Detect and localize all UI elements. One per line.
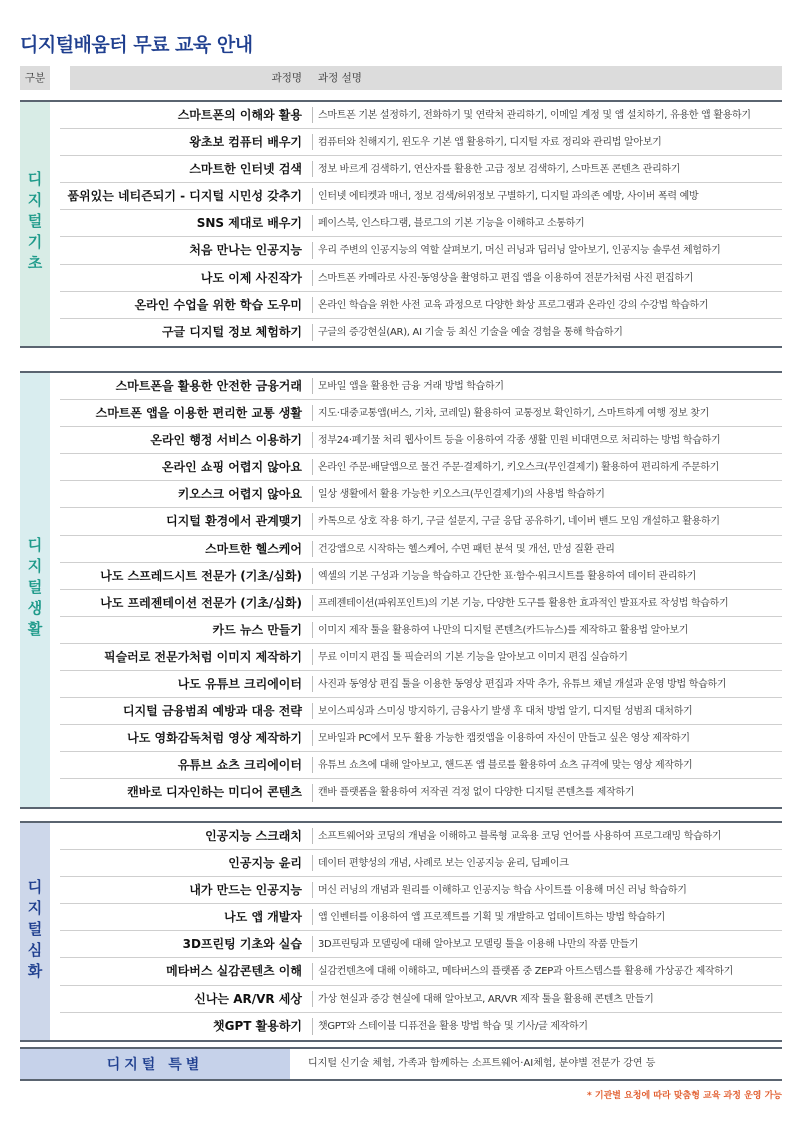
row-divider xyxy=(312,936,313,952)
course-description: 온라인 학습을 위한 사전 교육 과정으로 다양한 화상 프로그램과 온라인 강의 수강법 학습하기 xyxy=(318,299,709,311)
section-life xyxy=(20,371,782,809)
footnote: * 기관별 요청에 따라 맞춤형 교육 과정 운영 가능 xyxy=(587,1091,782,1101)
category-label-deep: 디지털심화 xyxy=(25,878,44,984)
rows-life xyxy=(60,373,782,807)
table-header xyxy=(20,66,782,90)
table-row xyxy=(60,644,782,671)
course-name: 구글 디지털 정보 체험하기 xyxy=(161,324,302,339)
course-name: 왕초보 컴퓨터 배우기 xyxy=(189,135,302,150)
course-name: 품위있는 네티즌되기 - 디지털 시민성 갖추기 xyxy=(67,189,302,204)
course-name: 나도 이제 사진작가 xyxy=(200,270,302,285)
course-description: 엑셀의 기본 구성과 기능을 학습하고 간단한 표·함수·워크시트를 활용하여 데이터 관리하기 xyxy=(318,570,696,582)
course-name: 온라인 행정 서비스 이용하기 xyxy=(150,433,302,448)
row-divider xyxy=(312,909,313,925)
course-description: 온라인 주문·배달앱으로 물건 주문·결제하기, 키오스크(무인결제기) 활용하여 편리하게 주문하기 xyxy=(318,462,720,474)
course-name: 스마트폰의 이해와 활용 xyxy=(177,108,302,122)
row-divider xyxy=(312,855,313,871)
table-row xyxy=(60,850,782,877)
category-label-life: 디지털생활 xyxy=(25,537,44,643)
row-divider xyxy=(312,405,313,421)
course-name: 챗GPT 활용하기 xyxy=(213,1018,302,1033)
row-divider xyxy=(312,676,313,692)
course-description: 유튜브 쇼츠에 대해 알아보고, 핸드폰 앱 블로를 활용하여 쇼츠 규격에 맞는 영상 제작하기 xyxy=(318,760,693,772)
course-description: 사진과 동영상 편집 툴을 이용한 동영상 편집과 자막 추가, 유튜브 채널 개설과 운영 방법 학습하기 xyxy=(318,679,727,691)
row-divider xyxy=(312,991,313,1007)
course-description: 머신 러닝의 개념과 원리를 이해하고 인공지능 학습 사이트를 이용해 머신 러닝 학습하기 xyxy=(318,885,687,897)
course-description: 실감컨텐츠에 대해 이해하고, 메타버스의 플랫폼 중 ZEP과 아트스텝스를 활용해 가상공간 제작하기 xyxy=(318,966,734,978)
course-description: 이미지 제작 툴을 활용하여 나만의 디지털 콘텐츠(카드뉴스)를 제작하고 활용법 알아보기 xyxy=(318,624,689,636)
course-description: 앱 인벤터를 이용하여 앱 프로젝트를 기획 및 개발하고 업데이트하는 방법 학습하기 xyxy=(318,912,666,924)
course-name: 신나는 AR/VR 세상 xyxy=(194,991,302,1006)
course-description: 모바일 앱을 활용한 금융 거래 방법 학습하기 xyxy=(318,381,504,392)
course-name: 메타버스 실감콘텐츠 이해 xyxy=(166,964,302,979)
table-row xyxy=(60,292,782,319)
rows-deep xyxy=(60,823,782,1040)
table-row xyxy=(60,265,782,292)
course-name: 나도 스프레드시트 전문가 (기초/심화) xyxy=(100,568,302,583)
section-deep xyxy=(20,821,782,1042)
course-name: 온라인 수업을 위한 학습 도우미 xyxy=(134,297,302,312)
table-row xyxy=(60,454,782,481)
row-divider xyxy=(312,513,313,529)
course-description: 소프트웨어와 코딩의 개념을 이해하고 블록형 교육용 코딩 언어를 사용하여 프로그래밍 학습하기 xyxy=(318,831,722,842)
course-description: 무료 이미지 편집 툴 픽슬러의 기본 기능을 알아보고 이미지 편집 실습하기 xyxy=(318,651,628,663)
row-divider xyxy=(312,730,313,746)
table-row xyxy=(60,725,782,752)
table-row xyxy=(60,210,782,237)
course-name: 3D프린팅 기초와 실습 xyxy=(182,937,302,952)
row-divider xyxy=(312,828,313,844)
table-row xyxy=(60,508,782,535)
course-name: 스마트한 인터넷 검색 xyxy=(189,162,302,177)
special-badge xyxy=(20,1049,290,1079)
category-band-deep xyxy=(20,823,50,1040)
table-row xyxy=(60,958,782,985)
table-row xyxy=(60,823,782,850)
row-divider xyxy=(312,784,313,801)
row-divider xyxy=(312,568,313,584)
course-name: 픽슬러로 전문가처럼 이미지 제작하기 xyxy=(103,649,302,664)
category-band-basic xyxy=(20,102,50,346)
course-name: 스마트한 헬스케어 xyxy=(205,541,302,556)
table-row xyxy=(60,183,782,210)
course-description: 스마트폰 카메라로 사진·동영상을 촬영하고 편집 앱을 이용하여 전문가처럼 사진 편집하기 xyxy=(318,272,694,284)
course-name: 내가 만드는 인공지능 xyxy=(189,883,302,898)
course-name: 카드 뉴스 만들기 xyxy=(212,622,302,637)
course-name: 키오스크 어렵지 않아요 xyxy=(177,487,302,502)
course-description: 캔바 플랫폼을 활용하여 저작권 걱정 없이 다양한 디지털 콘텐츠를 제작하기 xyxy=(318,787,635,799)
row-divider xyxy=(312,324,313,341)
section-basic xyxy=(20,100,782,348)
row-divider xyxy=(312,963,313,979)
course-name: 스마트폰 앱을 이용한 편리한 교통 생활 xyxy=(95,406,302,421)
page-title: 디지털배움터 무료 교육 안내 xyxy=(20,34,253,56)
row-divider xyxy=(312,882,313,898)
course-description: 보이스피싱과 스미싱 방지하기, 금융사기 발생 후 대처 방법 알기, 디지털 성범죄 대처하기 xyxy=(318,706,693,718)
table-row xyxy=(60,671,782,698)
table-row xyxy=(60,156,782,183)
special-label: 디지털 특별 xyxy=(106,1057,204,1073)
category-label-basic: 디지털기초 xyxy=(25,171,44,277)
course-name: 인공지능 스크래치 xyxy=(205,829,302,843)
course-description: 구글의 증강현실(AR), AI 기술 등 최신 기술을 예술 경험을 통해 학습하기 xyxy=(318,326,623,338)
row-divider xyxy=(312,459,313,475)
course-name: 나도 앱 개발자 xyxy=(224,910,302,925)
course-name: SNS 제대로 배우기 xyxy=(196,216,302,231)
table-row xyxy=(60,1013,782,1040)
row-divider xyxy=(312,188,313,204)
table-row xyxy=(60,400,782,427)
course-description: 3D프린팅과 모델링에 대해 알아보고 모델링 툴을 이용해 나만의 작품 만들기 xyxy=(318,939,639,951)
rows-basic xyxy=(60,102,782,346)
category-band-life xyxy=(20,373,50,807)
course-description: 우리 주변의 인공지능의 역할 살펴보기, 머신 러닝과 딥러닝 알아보기, 인공지능 솔루션 체험하기 xyxy=(318,245,721,257)
table-row xyxy=(60,779,782,806)
table-row xyxy=(60,752,782,779)
course-description: 정부24·폐기물 처리 웹사이트 등을 이용하여 각종 생활 민원 비대면으로 처리하는 방법 학습하기 xyxy=(318,435,721,447)
row-divider xyxy=(312,297,313,313)
course-description: 스마트폰 기본 설정하기, 전화하기 및 연락처 관리하기, 이메일 계정 및 앱 설치하기, 유용한 앱 활용하기 xyxy=(318,110,751,121)
section-special xyxy=(20,1047,782,1081)
table-row xyxy=(60,563,782,590)
table-row xyxy=(60,904,782,931)
course-name: 나도 유튜브 크리에이터 xyxy=(177,677,302,692)
table-row xyxy=(60,427,782,454)
course-description: 지도·대중교통앱(버스, 기차, 코레일) 활용하여 교통정보 확인하기, 스마트하게 여행 정보 찾기 xyxy=(318,408,709,420)
course-description: 건강앱으로 시작하는 헬스케어, 수면 패턴 분석 및 개선, 만성 질환 관리 xyxy=(318,543,615,555)
row-divider xyxy=(312,757,313,773)
course-description: 모바일과 PC에서 모두 활용 가능한 캡컷앱을 이용하여 자신이 만들고 싶은 영상 제작하기 xyxy=(318,733,690,745)
course-name: 인공지능 윤리 xyxy=(228,856,302,871)
course-description: 카톡으로 상호 작용 하기, 구글 설문지, 구글 응답 공유하기, 네이버 밴드 모임 개설하고 활용하기 xyxy=(318,516,720,528)
course-name: 처음 만나는 인공지능 xyxy=(189,243,302,258)
course-name: 나도 프레젠테이션 전문가 (기초/심화) xyxy=(100,595,302,610)
table-row xyxy=(60,319,782,346)
course-description: 가상 현실과 증강 현실에 대해 알아보고, AR/VR 제작 툴을 활용해 콘텐츠 만들기 xyxy=(318,993,654,1005)
table-row xyxy=(60,698,782,725)
course-name: 스마트폰을 활용한 안전한 금융거래 xyxy=(115,379,302,393)
row-divider xyxy=(312,107,313,123)
table-row xyxy=(60,877,782,904)
course-name: 유튜브 쇼츠 크리에이터 xyxy=(177,758,302,773)
row-divider xyxy=(312,432,313,448)
table-row xyxy=(60,237,782,264)
course-name: 나도 영화감독처럼 영상 제작하기 xyxy=(127,731,302,746)
course-description: 페이스북, 인스타그램, 블로그의 기본 기능을 이해하고 소통하기 xyxy=(318,218,585,230)
row-divider xyxy=(312,270,313,286)
table-row xyxy=(60,617,782,644)
row-divider xyxy=(312,242,313,258)
header-description: 과정 설명 xyxy=(318,72,362,84)
header-spacer xyxy=(50,66,70,90)
row-divider xyxy=(312,541,313,557)
row-divider xyxy=(312,1018,313,1035)
table-row xyxy=(60,986,782,1013)
course-description: 챗GPT와 스테이블 디퓨전을 활용 방법 학습 및 기사/글 제작하기 xyxy=(318,1020,588,1032)
course-description: 인터넷 에티켓과 매너, 정보 검색/허위정보 구별하기, 디지털 과의존 예방, 사이버 폭력 예방 xyxy=(318,191,699,203)
row-divider xyxy=(312,215,313,231)
course-description: 프레젠테이션(파워포인트)의 기본 기능, 다양한 도구를 활용한 효과적인 발표자료 작성법 학습하기 xyxy=(318,597,729,609)
course-description: 컴퓨터와 친해지기, 윈도우 기본 앱 활용하기, 디지털 자료 정리와 관리법 알아보기 xyxy=(318,137,662,149)
row-divider xyxy=(312,595,313,611)
header-category: 구분 xyxy=(24,72,46,84)
row-divider xyxy=(312,486,313,502)
course-description: 일상 생활에서 활용 가능한 키오스크(무인결제기)의 사용법 학습하기 xyxy=(318,489,605,501)
course-name: 디지털 환경에서 관계맺기 xyxy=(166,514,302,529)
header-course: 과정명 xyxy=(70,66,308,90)
row-divider xyxy=(312,622,313,638)
table-row xyxy=(60,590,782,617)
course-description: 데이터 편향성의 개념, 사례로 보는 인공지능 윤리, 딥페이크 xyxy=(318,858,569,870)
row-divider xyxy=(312,649,313,665)
table-row xyxy=(60,102,782,129)
table-row xyxy=(60,373,782,400)
special-description: 디지털 신기술 체험, 가족과 함께하는 소프트웨어·AI체험, 분야별 전문가 강연 등 xyxy=(308,1058,656,1069)
course-description: 정보 바르게 검색하기, 연산자를 활용한 고급 정보 검색하기, 스마트폰 콘텐츠 관리하기 xyxy=(318,164,681,176)
table-row xyxy=(60,129,782,156)
table-row xyxy=(60,536,782,563)
row-divider xyxy=(312,378,313,394)
row-divider xyxy=(312,161,313,177)
course-name: 캔바로 디자인하는 미디어 콘텐츠 xyxy=(127,785,302,800)
row-divider xyxy=(312,703,313,719)
course-name: 디지털 금융범죄 예방과 대응 전략 xyxy=(122,704,302,719)
row-divider xyxy=(312,134,313,150)
course-name: 온라인 쇼핑 어렵지 않아요 xyxy=(161,460,302,475)
table-row xyxy=(60,931,782,958)
table-row xyxy=(60,481,782,508)
